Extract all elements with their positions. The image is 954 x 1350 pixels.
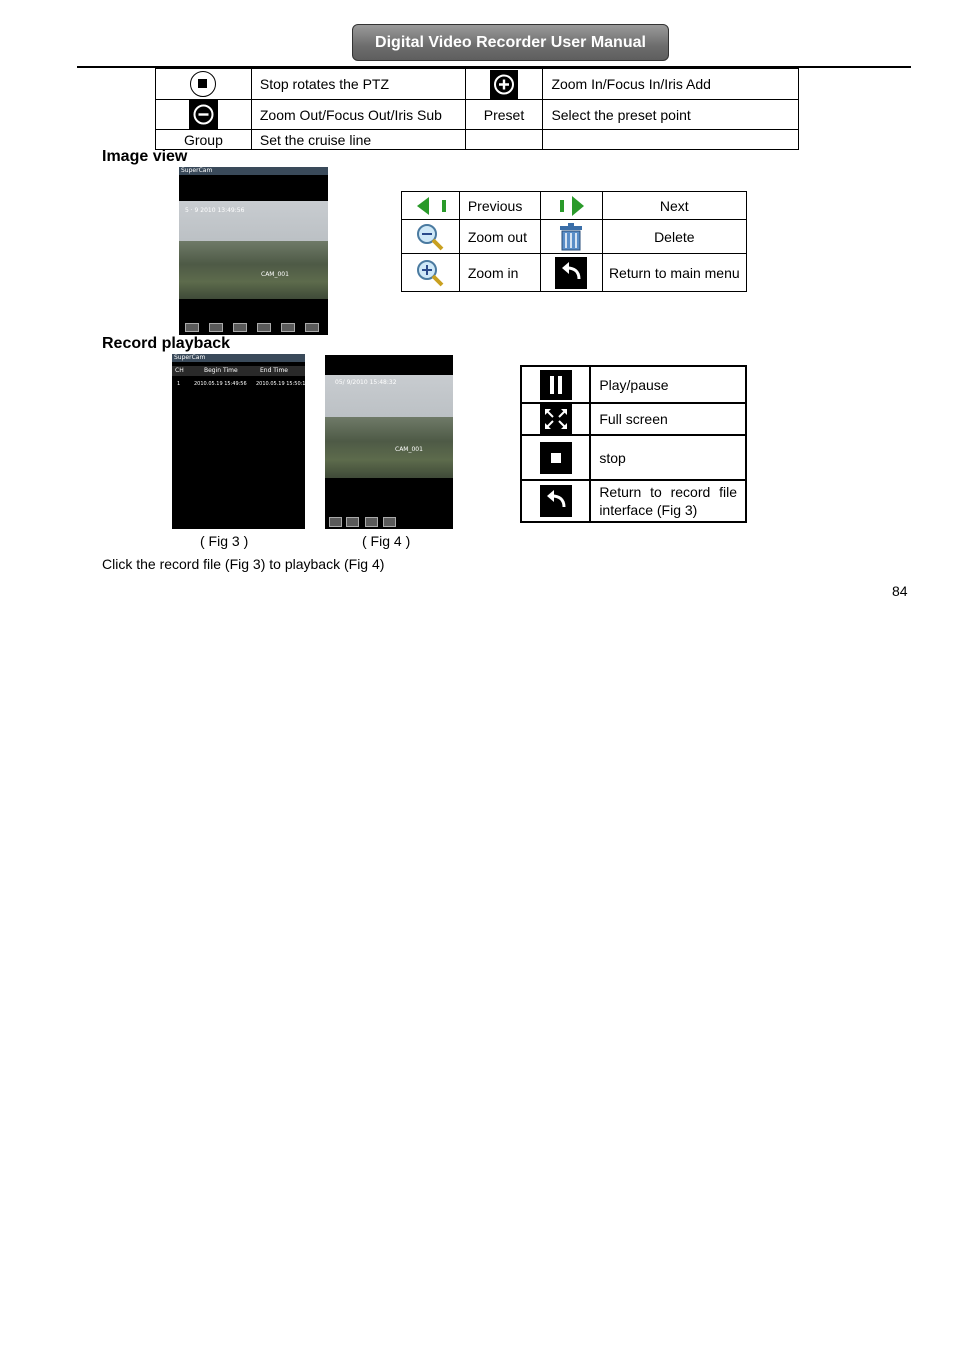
next-icon [554, 195, 588, 217]
table-cell: Group [156, 130, 252, 150]
col-ch: CH [175, 367, 184, 374]
table-cell [521, 403, 590, 435]
fig4-screenshot [325, 355, 453, 529]
table-cell: Play/pause [590, 366, 746, 403]
table-cell [521, 366, 590, 403]
manual-title: Digital Video Recorder User Manual [375, 33, 646, 51]
table-cell: Previous [459, 192, 540, 220]
stop-button[interactable] [365, 517, 378, 527]
table-cell: Return to record file interface (Fig 3) [590, 480, 746, 522]
table-cell [540, 192, 602, 220]
table-cell [402, 254, 460, 292]
table-cell [465, 130, 543, 150]
table-cell [521, 435, 590, 480]
table-cell [540, 220, 602, 254]
play-pause-button[interactable] [329, 517, 342, 527]
col-begin-time: Begin Time [204, 367, 238, 374]
table-cell: Stop rotates the PTZ [251, 69, 465, 100]
trash-icon [557, 222, 585, 252]
camera-image [179, 201, 328, 299]
row-end-time: 2010.05.19 15:50:10 [256, 381, 309, 387]
app-title: SuperCam [174, 354, 206, 361]
table-cell: Next [602, 192, 746, 220]
zoom-in-magnifier-icon [415, 258, 445, 288]
file-list-header [172, 366, 305, 376]
table-cell: Return to main menu [602, 254, 746, 292]
camera-label: CAM_001 [261, 271, 289, 278]
return-arrow-icon [555, 257, 587, 289]
table-cell: Preset [465, 100, 543, 130]
table-row [156, 130, 799, 150]
row-ch: 1 [177, 381, 181, 387]
full-screen-button[interactable] [346, 517, 359, 527]
table-cell [402, 192, 460, 220]
table-cell: Zoom Out/Focus Out/Iris Sub [251, 100, 465, 130]
table-row [521, 403, 746, 435]
table-cell: Full screen [590, 403, 746, 435]
fig3-screenshot [172, 354, 309, 529]
playback-timestamp: 05/ 9/2010 15:48:32 [335, 379, 397, 386]
ptz-table [155, 68, 799, 150]
playback-image [325, 375, 453, 478]
zoom-out-magnifier-icon [415, 222, 445, 252]
table-cell [521, 480, 590, 522]
image-view-table [401, 191, 747, 292]
table-cell [156, 100, 252, 130]
table-cell: stop [590, 435, 746, 480]
previous-icon [413, 196, 447, 216]
table-cell: Zoom out [459, 220, 540, 254]
zoom-out-button[interactable] [233, 323, 247, 332]
page-number: 84 [892, 583, 908, 599]
table-cell [543, 130, 799, 150]
return-arrow-icon [540, 485, 572, 517]
next-button[interactable] [209, 323, 223, 332]
table-row [521, 435, 746, 480]
table-cell: Select the preset point [543, 100, 799, 130]
app-titlebar [179, 167, 328, 175]
image-view-screenshot [179, 167, 328, 335]
table-row [156, 100, 799, 130]
previous-button[interactable] [185, 323, 199, 332]
fig4-caption: ( Fig 4 ) [362, 533, 411, 549]
app-titlebar [172, 354, 305, 362]
camera-scenery [179, 241, 328, 299]
table-row [402, 192, 747, 220]
return-button[interactable] [383, 517, 396, 527]
table-row [156, 69, 799, 100]
record-file-row[interactable] [172, 380, 309, 390]
playback-scenery [325, 417, 453, 478]
playback-cam-label: CAM_001 [395, 446, 423, 453]
col-end-time: End Time [260, 367, 288, 374]
playback-instruction: Click the record file (Fig 3) to playback (Fig 4) [102, 556, 385, 572]
table-row [402, 254, 747, 292]
table-row [521, 480, 746, 522]
record-playback-table [520, 365, 747, 523]
table-cell: Set the cruise line [251, 130, 465, 150]
zoom-in-plus-icon [490, 70, 518, 99]
delete-button[interactable] [281, 323, 295, 332]
table-row [521, 366, 746, 403]
table-cell [402, 220, 460, 254]
stop-ptz-icon [190, 71, 216, 97]
table-cell: Delete [602, 220, 746, 254]
image-view-heading: Image view [102, 148, 188, 165]
zoom-out-minus-icon [189, 100, 218, 129]
manual-title-banner [352, 24, 669, 61]
table-cell [540, 254, 602, 292]
fullscreen-icon [540, 404, 572, 434]
table-cell [156, 69, 252, 100]
app-title: SuperCam [181, 167, 213, 174]
table-cell: Zoom in [459, 254, 540, 292]
stop-icon [540, 442, 572, 474]
return-button[interactable] [305, 323, 319, 332]
camera-timestamp: 5 · 9 2010 13:49:56 [185, 207, 245, 214]
zoom-in-button[interactable] [257, 323, 271, 332]
table-cell [465, 69, 543, 100]
table-row [402, 220, 747, 254]
pause-icon [540, 370, 572, 400]
fig3-caption: ( Fig 3 ) [200, 533, 249, 549]
table-cell: Zoom In/Focus In/Iris Add [543, 69, 799, 100]
record-playback-heading: Record playback [102, 335, 231, 352]
row-begin-time: 2010.05.19 15:49:56 [194, 381, 247, 387]
